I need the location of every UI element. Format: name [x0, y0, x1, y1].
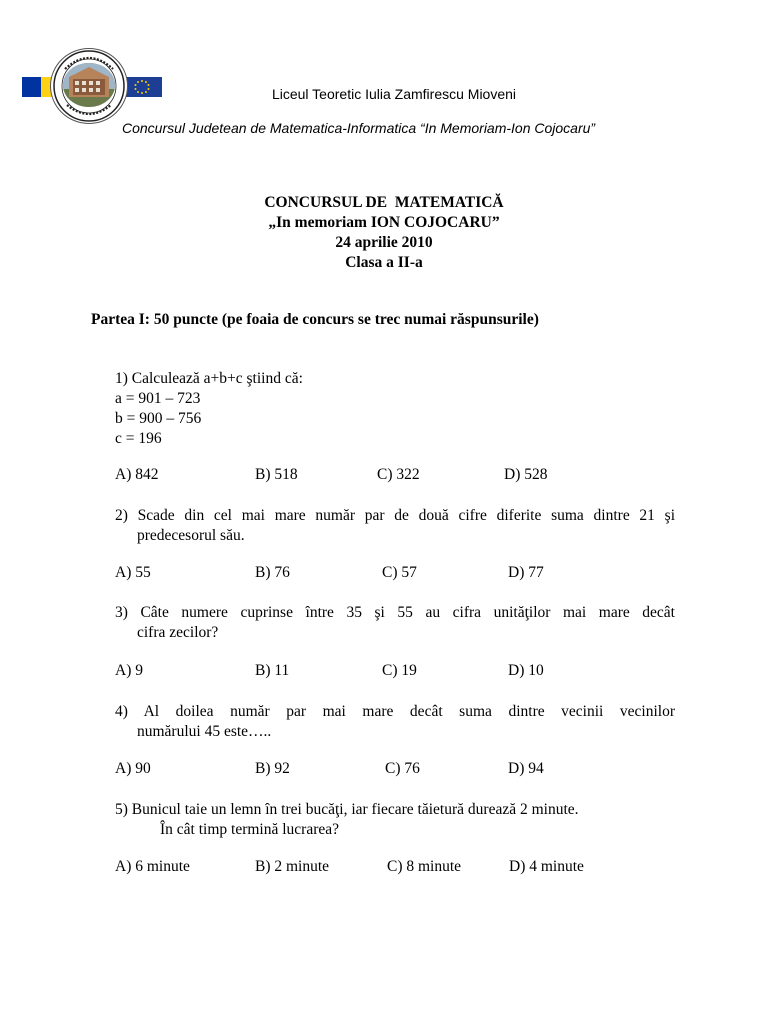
answer-b: B) 518 — [255, 466, 298, 483]
question-1-line-3: b = 900 – 756 — [115, 410, 202, 427]
title-block — [0, 193, 768, 273]
question-3-line-1: 3) Câte numere cuprinse între 35 şi 55 au cifra unităţilor mai mare decât — [115, 604, 675, 621]
question-1-line-1: 1) Calculează a+b+c ştiind că: — [115, 370, 303, 387]
answer-a: A) 842 — [115, 466, 159, 483]
answer-a: A) 55 — [115, 564, 151, 581]
question-4-line-2: numărului 45 este….. — [137, 723, 272, 740]
contest-subtitle: Concursul Judetean de Matematica-Informatica “In Memoriam-Ion Cojocaru” — [122, 120, 596, 136]
question-3-answers — [115, 662, 675, 682]
question-3-line-2: cifra zecilor? — [137, 624, 219, 641]
answer-c: C) 76 — [385, 760, 420, 777]
question-1-line-4: c = 196 — [115, 430, 162, 447]
question-2-line-2: predecesorul său. — [137, 527, 245, 544]
question-2-answers — [115, 564, 675, 584]
answer-d: D) 94 — [508, 760, 544, 777]
answer-a: A) 9 — [115, 662, 143, 679]
question-5-line-1: 5) Bunicul taie un lemn în trei bucăţi, iar fiecare tăietură durează 2 minute. — [115, 801, 579, 818]
title-line-3: 24 aprilie 2010 — [335, 234, 433, 251]
school-logo — [22, 44, 164, 124]
answer-b: B) 92 — [255, 760, 290, 777]
answer-d: D) 4 minute — [509, 858, 584, 875]
answer-d: D) 10 — [508, 662, 544, 679]
answer-a: A) 6 minute — [115, 858, 190, 875]
title-line-1: CONCURSUL DE MATEMATICĂ — [264, 194, 504, 211]
answer-a: A) 90 — [115, 760, 151, 777]
answer-b: B) 76 — [255, 564, 290, 581]
question-2-line-1: 2) Scade din cel mai mare număr par de două cifre diferite suma dintre 21 şi — [115, 507, 675, 524]
question-1-answers — [115, 466, 675, 486]
title-line-4: Clasa a II-a — [345, 254, 423, 271]
answer-c: C) 19 — [382, 662, 417, 679]
question-4-answers — [115, 760, 675, 780]
answer-d: D) 528 — [504, 466, 548, 483]
answer-c: C) 8 minute — [387, 858, 462, 875]
answer-b: B) 11 — [255, 662, 290, 679]
question-4 — [115, 702, 675, 742]
answer-c: C) 57 — [382, 564, 417, 581]
question-4-line-1: 4) Al doilea număr par mai mare decât suma dintre vecinii vecinilor — [115, 703, 675, 720]
question-3 — [115, 603, 675, 643]
question-5-answers — [115, 858, 675, 878]
answer-c: C) 322 — [377, 466, 420, 483]
part-heading: Partea I: 50 puncte (pe foaia de concurs se trec numai răspunsurile) — [91, 311, 539, 328]
answer-b: B) 2 minute — [255, 858, 330, 875]
question-1 — [115, 369, 675, 449]
question-2 — [115, 506, 675, 546]
question-1-line-2: a = 901 – 723 — [115, 390, 201, 407]
title-line-2: „In memoriam ION COJOCARU” — [268, 214, 500, 231]
question-5-line-2: În cât timp termină lucrarea? — [160, 821, 340, 838]
answer-d: D) 77 — [508, 564, 544, 581]
question-5 — [115, 800, 675, 840]
school-name: Liceul Teoretic Iulia Zamfirescu Mioveni — [271, 86, 517, 102]
